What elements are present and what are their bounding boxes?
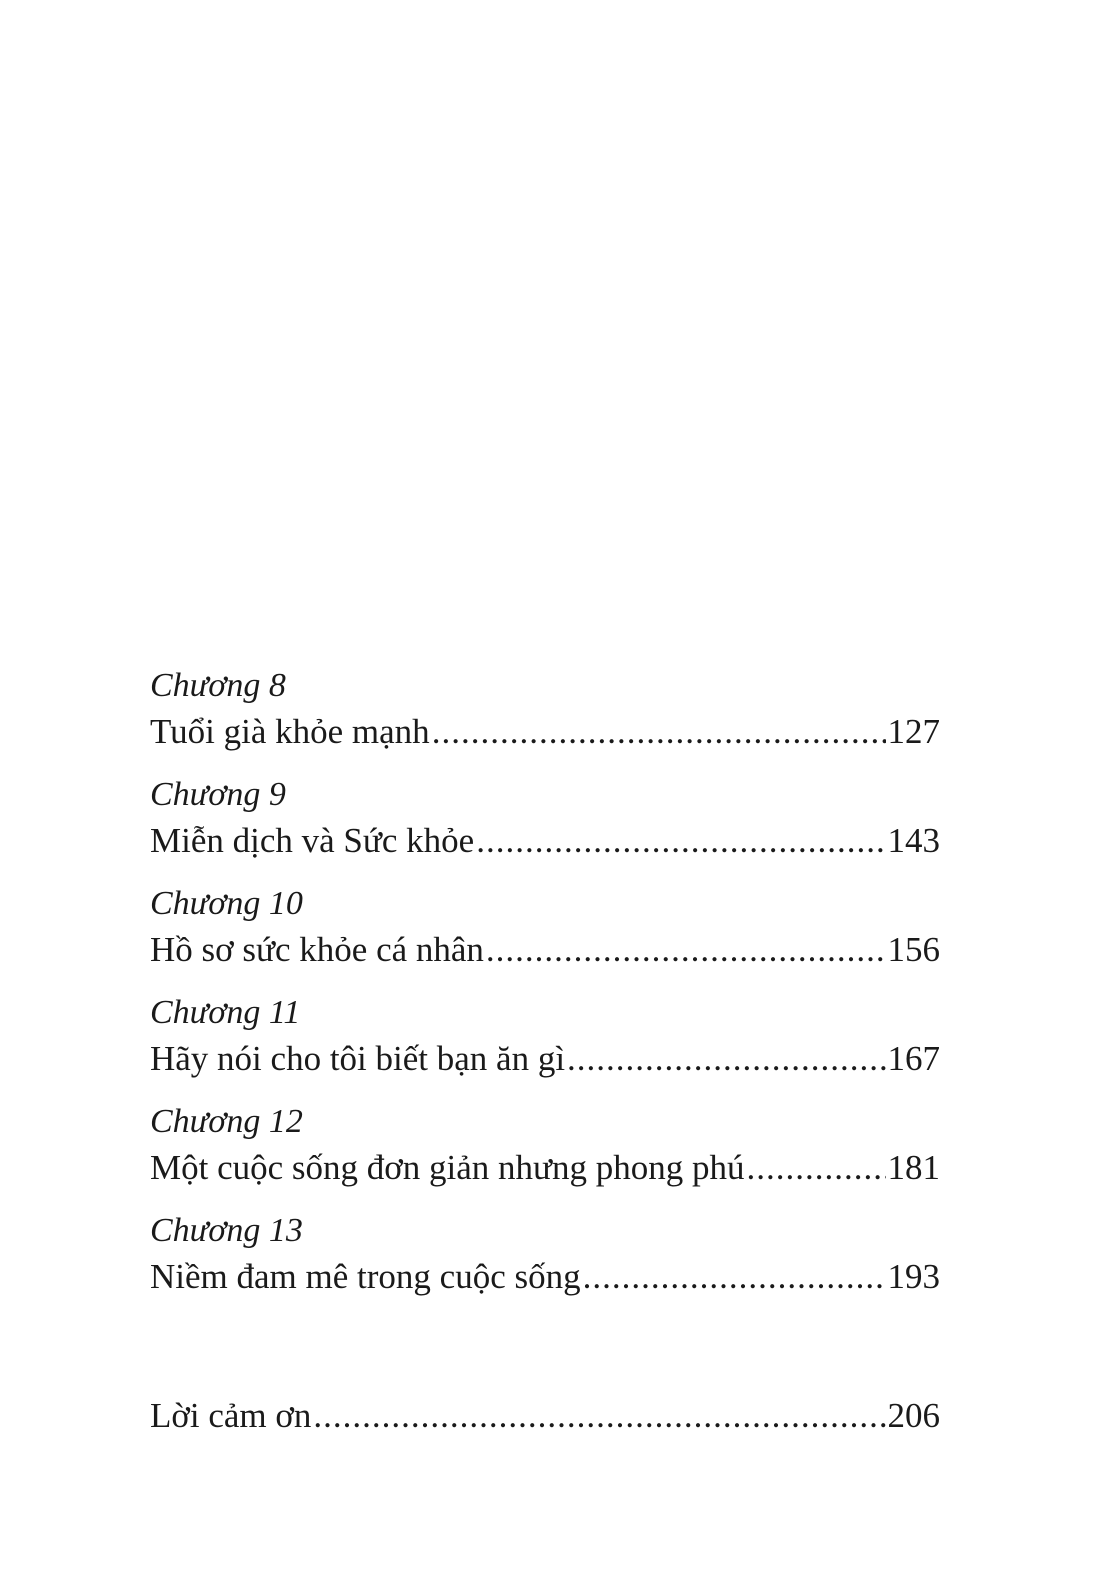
acknowledgements-line <box>150 1393 940 1439</box>
dot-leader <box>583 1254 886 1300</box>
chapter-title: Hãy nói cho tôi biết bạn ăn gì <box>150 1039 566 1078</box>
dot-leader <box>567 1036 885 1082</box>
chapter-line <box>150 709 940 755</box>
chapter-label: Chương 9 <box>150 776 286 813</box>
dot-leader <box>476 818 885 864</box>
chapter-title: Niềm đam mê trong cuộc sống <box>150 1257 581 1296</box>
toc-entry-chapter-9[interactable] <box>150 772 940 881</box>
table-of-contents <box>150 663 940 1317</box>
chapter-label: Chương 12 <box>150 1103 303 1140</box>
page-number: 127 <box>887 712 940 751</box>
chapter-title: Tuổi già khỏe mạnh <box>150 712 430 751</box>
chapter-line <box>150 1145 940 1191</box>
page-number: 181 <box>887 1148 940 1187</box>
chapter-label: Chương 13 <box>150 1212 303 1249</box>
page-number: 206 <box>887 1396 940 1435</box>
page-number: 193 <box>887 1257 940 1296</box>
toc-entry-chapter-11[interactable] <box>150 990 940 1099</box>
chapter-line <box>150 927 940 973</box>
chapter-line <box>150 818 940 864</box>
page-number: 167 <box>887 1039 940 1078</box>
acknowledgements-title: Lời cảm ơn <box>150 1396 312 1435</box>
toc-entry-chapter-8[interactable] <box>150 663 940 772</box>
chapter-line <box>150 1036 940 1082</box>
dot-leader <box>747 1145 886 1191</box>
chapter-title: Miễn dịch và Sức khỏe <box>150 821 475 860</box>
dot-leader <box>432 709 886 755</box>
toc-entry-acknowledgements[interactable] <box>150 1393 940 1439</box>
chapter-line <box>150 1254 940 1300</box>
chapter-title: Hồ sơ sức khỏe cá nhân <box>150 930 484 969</box>
toc-entry-chapter-10[interactable] <box>150 881 940 990</box>
dot-leader <box>486 927 886 973</box>
chapter-label: Chương 11 <box>150 994 301 1031</box>
chapter-label: Chương 8 <box>150 667 286 704</box>
chapter-title: Một cuộc sống đơn giản nhưng phong phú <box>150 1148 745 1187</box>
toc-entry-chapter-13[interactable] <box>150 1208 940 1317</box>
page-number: 143 <box>887 821 940 860</box>
dot-leader <box>313 1393 885 1439</box>
page-number: 156 <box>887 930 940 969</box>
toc-entry-chapter-12[interactable] <box>150 1099 940 1208</box>
chapter-label: Chương 10 <box>150 885 303 922</box>
